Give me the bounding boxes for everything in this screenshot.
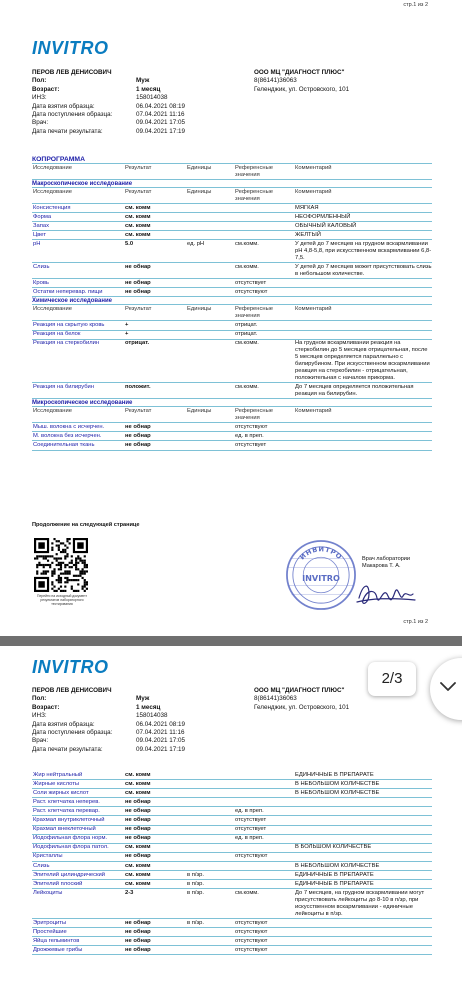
- sample-date-value: 06.04.2021 08:19: [136, 720, 186, 728]
- test-reference: отсутствует: [235, 817, 267, 824]
- test-result: см. комм: [125, 780, 151, 787]
- test-reference: отсутствуют: [235, 423, 268, 430]
- test-result: не обнар: [125, 919, 151, 926]
- test-comment: В БОЛЬШОМ КОЛИЧЕСТВЕ: [295, 844, 372, 851]
- col-header-units: Единицы: [187, 164, 212, 171]
- table-row: [32, 279, 432, 288]
- test-units: [186, 807, 234, 808]
- test-result: не обнар: [125, 946, 151, 953]
- test-name: pH: [33, 240, 41, 247]
- arrival-date-label: Дата поступления образца:: [32, 110, 113, 118]
- test-reference: отсутствуют: [235, 937, 268, 944]
- test-name: Реакция на белок: [33, 331, 81, 338]
- table-row: [32, 862, 432, 871]
- test-reference: ед. в преп.: [235, 807, 264, 814]
- test-comment: ЕДИНИЧНЫЕ В ПРЕПАРАТЕ: [295, 880, 374, 887]
- test-reference: [234, 213, 294, 214]
- sample-date-label: Дата взятия образца:: [32, 720, 95, 728]
- patient-header: [32, 687, 432, 754]
- test-units: в п/зр.: [187, 889, 204, 896]
- test-units: [186, 383, 234, 384]
- test-reference: [234, 780, 294, 781]
- clinic-name: ООО МЦ "ДИАГНОСТ ПЛЮС": [254, 69, 345, 76]
- inz-value: 158014038: [136, 712, 168, 720]
- table-row: [32, 240, 432, 263]
- test-result: не обнар: [125, 928, 151, 935]
- test-name: Жирные кислоты: [33, 780, 80, 787]
- test-comment: У детей до 7 месяцев на грудном вскармливании рН 4,8-5,8, при искусственном вскармливании 6,8-7,5.: [295, 240, 432, 261]
- test-name: Эритроциты: [33, 919, 67, 926]
- col-header-reference: Референсные значения: [235, 407, 273, 421]
- svg-text:ИНВИТРО: [298, 545, 343, 561]
- macro-section-title: Макроскопическое исследование: [32, 180, 432, 188]
- column-header-row: [32, 164, 432, 180]
- test-comment: [294, 441, 432, 442]
- test-units: [186, 204, 234, 205]
- test-name: Крахмал внеклеточный: [33, 826, 96, 833]
- test-units: [186, 844, 234, 845]
- test-comment: До 7 месяцев определяется положительная реакция на билирубин.: [295, 383, 414, 397]
- test-result: не обнар: [125, 798, 151, 805]
- invitro-logo: INVITRO: [32, 657, 109, 677]
- age-label: Возраст:: [32, 703, 60, 711]
- test-name: Раст. клетчатка перевар.: [33, 807, 100, 814]
- test-units: [186, 946, 234, 947]
- test-units: [186, 213, 234, 214]
- table-row: [32, 928, 432, 937]
- clinic-phone: 8(86141)36063: [254, 77, 297, 85]
- table-row: [32, 231, 432, 240]
- test-result: не обнар: [125, 807, 151, 814]
- micro-section-title: Микроскопическое исследование: [32, 399, 432, 407]
- sex-label: Пол:: [32, 695, 47, 703]
- col-header-units: Единицы: [187, 306, 212, 313]
- stamp-center-text: INVITRO: [302, 572, 340, 583]
- sample-date-value: 06.04.2021 08:19: [136, 102, 186, 110]
- test-units: [186, 288, 234, 289]
- test-result: не обнар: [125, 937, 151, 944]
- col-header-units: Единицы: [187, 407, 212, 414]
- test-units: в п/зр.: [187, 919, 204, 926]
- test-units: [186, 835, 234, 836]
- table-row: [32, 321, 432, 330]
- test-result: +: [125, 331, 129, 338]
- table-row: [32, 798, 432, 807]
- test-result: см. комм: [125, 204, 151, 211]
- test-name: Реакция на скрытую кровь: [33, 322, 105, 329]
- table-row: [32, 919, 432, 928]
- test-name: Крахмал внутриклеточный: [33, 817, 105, 824]
- doctor-label: Врач:: [32, 119, 49, 127]
- clinic-address: Геленджик, ул. Островского, 101: [254, 85, 350, 93]
- table-row: [32, 204, 432, 213]
- test-units: [186, 432, 234, 433]
- col-header-result: Результат: [125, 407, 152, 414]
- test-comment: [294, 798, 432, 799]
- col-header-comment: Комментарий: [295, 306, 332, 313]
- chem-section-title: Химическое исследование: [32, 297, 432, 305]
- test-comment: [294, 331, 432, 332]
- table-row: [32, 383, 432, 399]
- page-indicator: 2/3: [368, 662, 416, 696]
- test-reference: [234, 204, 294, 205]
- test-result: не обнар: [125, 826, 151, 833]
- test-units: [186, 340, 234, 341]
- test-name: Реакция на стеркобилин: [33, 340, 100, 347]
- col-header-test: Исследование: [33, 188, 72, 195]
- table-row: [32, 222, 432, 231]
- test-name: Мыш. волокна с исчерчен.: [33, 423, 105, 430]
- test-result: не обнар: [125, 835, 151, 842]
- table-row: [32, 789, 432, 798]
- table-row: [32, 835, 432, 844]
- test-result: 5.0: [125, 240, 134, 247]
- test-units: [186, 928, 234, 929]
- test-result: не обнар: [125, 853, 151, 860]
- table-row: [32, 213, 432, 222]
- test-result: отрицат.: [125, 340, 150, 347]
- test-units: [186, 862, 234, 863]
- test-result: не обнар: [125, 423, 151, 430]
- table-row: [32, 807, 432, 816]
- test-result: не обнар: [125, 442, 151, 449]
- test-units: [186, 853, 234, 854]
- table-row: [32, 816, 432, 825]
- test-name: Простейшие: [33, 928, 67, 935]
- test-units: [186, 279, 234, 280]
- test-units: [186, 780, 234, 781]
- test-name: Дрожжевые грибы: [33, 946, 83, 953]
- table-row: [32, 331, 432, 340]
- table-row: [32, 263, 432, 279]
- signer-block: [362, 556, 410, 570]
- print-date-label: Дата печати результата:: [32, 127, 103, 135]
- table-row: [32, 937, 432, 946]
- doctor-label: Врач:: [32, 737, 49, 745]
- test-name: Запах: [33, 222, 49, 229]
- continue-note: Продолжение на следующей странице: [32, 522, 140, 528]
- test-units: [186, 423, 234, 424]
- print-date-value: 09.04.2021 17:19: [136, 745, 186, 753]
- test-units: [186, 321, 234, 322]
- test-comment: [294, 835, 432, 836]
- signer-name: Макарова Т. А.: [362, 563, 401, 569]
- test-units: [186, 771, 234, 772]
- col-header-comment: Комментарий: [295, 188, 332, 195]
- table-row: [32, 423, 432, 432]
- test-comment: [294, 807, 432, 808]
- test-name: Форма: [33, 213, 52, 220]
- inz-label: ИНЗ:: [32, 712, 47, 720]
- col-header-comment: Комментарий: [295, 407, 332, 414]
- test-units: [186, 231, 234, 232]
- test-name: Соли жирных кислот: [33, 789, 89, 796]
- test-name: Слизь: [33, 862, 50, 869]
- test-result: не обнар: [125, 279, 151, 286]
- table-row: [32, 288, 432, 297]
- table-row: [32, 880, 432, 889]
- table-row: [32, 853, 432, 862]
- table-row: [32, 771, 432, 780]
- table-row: [32, 889, 432, 919]
- print-date-label: Дата печати результата:: [32, 745, 103, 753]
- sex-value: Муж: [136, 77, 150, 85]
- sex-label: Пол:: [32, 77, 47, 85]
- test-reference: см.комм.: [235, 383, 259, 390]
- clinic-name: ООО МЦ "ДИАГНОСТ ПЛЮС": [254, 687, 345, 694]
- test-name: Консистенция: [33, 204, 71, 211]
- test-reference: [234, 862, 294, 863]
- test-comment: В НЕБОЛЬШОМ КОЛИЧЕСТВЕ: [295, 862, 380, 869]
- test-units: в п/зр.: [187, 871, 204, 878]
- test-comment: [294, 288, 432, 289]
- age-label: Возраст:: [32, 85, 60, 93]
- age-value: 1 месяц: [136, 85, 161, 93]
- test-comment: На грудном вскармливании реакция на стеркобилин до 5 месяцев отрицательная, после 5 месяцев определяется параллельно с билирубином. При искусственном вскармливании реакция на стеркобилин - отрицательная, положительная с началом прикорма.: [295, 340, 430, 381]
- test-reference: отсутствует: [235, 442, 267, 449]
- test-result: см. комм: [125, 871, 151, 878]
- test-reference: ед. в преп.: [235, 432, 264, 439]
- chevron-down-icon: [440, 682, 456, 692]
- clinic-phone: 8(86141)36063: [254, 695, 297, 703]
- test-comment: В НЕБОЛЬШОМ КОЛИЧЕСТВЕ: [295, 780, 380, 787]
- table-row: [32, 780, 432, 789]
- test-reference: см.комм.: [235, 240, 259, 247]
- inz-value: 158014038: [136, 94, 168, 102]
- test-units: [186, 798, 234, 799]
- test-result: 2-3: [125, 889, 134, 896]
- doctor-signature: [355, 576, 417, 612]
- test-name: Цвет: [33, 231, 46, 238]
- test-name: Соединительная ткань: [33, 442, 95, 449]
- doctor-date-value: 09.04.2021 17:05: [136, 119, 186, 127]
- test-result: см. комм: [125, 771, 151, 778]
- test-reference: [234, 880, 294, 881]
- results-table-page-1: [32, 155, 432, 451]
- test-result: см. комм: [125, 880, 151, 887]
- table-row: [32, 340, 432, 384]
- test-result: не обнар: [125, 432, 151, 439]
- test-comment: ЕДИНИЧНЫЕ В ПРЕПАРАТЕ: [295, 871, 374, 878]
- test-result: см. комм: [125, 231, 151, 238]
- test-reference: отсутствуют: [235, 853, 268, 860]
- test-comment: [294, 432, 432, 433]
- page-number: стр.1 из 2: [403, 2, 428, 8]
- test-name: Лейкоциты: [33, 889, 63, 896]
- lab-stamp: [284, 538, 358, 612]
- test-reference: отсутствуют: [235, 919, 268, 926]
- arrival-date-value: 07.04.2021 11:16: [136, 110, 185, 118]
- test-reference: см.комм.: [235, 340, 259, 347]
- test-comment: [294, 321, 432, 322]
- sample-date-label: Дата взятия образца:: [32, 102, 95, 110]
- test-reference: [234, 231, 294, 232]
- test-result: см. комм: [125, 222, 151, 229]
- test-result: не обнар: [125, 263, 151, 270]
- qr-caption: Перейти на исходный документ результатов лабораторного тестирования: [37, 594, 87, 607]
- col-header-comment: Комментарий: [295, 164, 332, 171]
- test-units: [186, 789, 234, 790]
- clinic-address: Геленджик, ул. Островского, 101: [254, 703, 350, 711]
- section-title: КОПРОГРАММА: [32, 155, 432, 164]
- table-row: [32, 844, 432, 853]
- test-comment: [294, 937, 432, 938]
- test-reference: ед. в преп.: [235, 835, 264, 842]
- col-header-result: Результат: [125, 306, 152, 313]
- col-header-reference: Референсные значения: [235, 188, 273, 202]
- test-result: см. комм: [125, 789, 151, 796]
- test-comment: В НЕБОЛЬШОМ КОЛИЧЕСТВЕ: [295, 789, 380, 796]
- test-name: Яйца гельминтов: [33, 937, 80, 944]
- sex-value: Муж: [136, 695, 150, 703]
- test-name: Иодофильная флора норм.: [33, 835, 108, 842]
- invitro-logo: INVITRO: [32, 38, 109, 58]
- test-name: Кровь: [33, 279, 49, 286]
- patient-name: ПЕРОВ ЛЕВ ДЕНИСОВИЧ: [32, 687, 112, 694]
- test-reference: отсутствует: [235, 826, 267, 833]
- test-comment: [294, 853, 432, 854]
- test-units: в п/зр.: [187, 880, 204, 887]
- test-reference: отсутствуют: [235, 288, 268, 295]
- arrival-date-label: Дата поступления образца:: [32, 728, 113, 736]
- test-reference: см.комм.: [235, 263, 259, 270]
- test-reference: [234, 771, 294, 772]
- col-header-test: Исследование: [33, 306, 72, 313]
- report-page-2: [0, 646, 462, 1000]
- test-name: Реакция на билирубин: [33, 383, 95, 390]
- col-header-result: Результат: [125, 188, 152, 195]
- test-result: +: [125, 322, 129, 329]
- test-units: [186, 937, 234, 938]
- table-row: [32, 871, 432, 880]
- test-comment: ЖЕЛТЫЙ: [295, 231, 321, 238]
- doctor-date-value: 09.04.2021 17:05: [136, 737, 186, 745]
- test-comment: [294, 423, 432, 424]
- print-date-value: 09.04.2021 17:19: [136, 127, 186, 135]
- arrival-date-value: 07.04.2021 11:16: [136, 728, 185, 736]
- test-comment: У детей до 7 месяцев может присутствовать слизь в небольшом количестве.: [295, 263, 432, 277]
- test-units: [186, 826, 234, 827]
- test-reference: отсутствуют: [235, 928, 268, 935]
- test-units: [186, 331, 234, 332]
- test-reference: [234, 798, 294, 799]
- test-name: Остатки неперевар. пищи: [33, 288, 103, 295]
- inz-label: ИНЗ:: [32, 94, 47, 102]
- col-header-reference: Референсные значения: [235, 306, 273, 319]
- test-comment: До 7 месяцев, на грудном вскармливании могут присутствовать лейкоциты до 8-10 в п/зр, при искусственном вскармливании - единичные лейкоциты в п/зр.: [295, 889, 425, 917]
- test-name: Раст. клетчатка неперев.: [33, 798, 100, 805]
- test-name: Иодофильная флора патол.: [33, 844, 109, 851]
- test-comment: МЯГКАЯ: [295, 204, 319, 211]
- column-header-row: [32, 305, 432, 321]
- test-comment: [294, 279, 432, 280]
- age-value: 1 месяц: [136, 703, 161, 711]
- page-number-bottom: стр.1 из 2: [403, 619, 428, 625]
- test-result: положит.: [125, 383, 151, 390]
- patient-name: ПЕРОВ ЛЕВ ДЕНИСОВИЧ: [32, 69, 112, 76]
- test-name: Жир нейтральный: [33, 771, 83, 778]
- test-units: ед. рН: [187, 240, 205, 247]
- test-reference: [234, 222, 294, 223]
- column-header-row: [32, 188, 432, 204]
- test-reference: [234, 844, 294, 845]
- test-reference: см.комм.: [235, 889, 259, 896]
- stamp-top-text: ИНВИТРО: [298, 545, 344, 562]
- test-reference: [234, 789, 294, 790]
- test-comment: [294, 826, 432, 827]
- signer-role: Врач лаборатории: [362, 556, 411, 562]
- test-result: не обнар: [125, 817, 151, 824]
- test-name: Слизь: [33, 263, 50, 270]
- test-comment: [294, 928, 432, 929]
- test-comment: ОБЫЧНЫЙ КАЛОВЫЙ: [295, 222, 357, 229]
- test-result: см. комм: [125, 862, 151, 869]
- test-result: не обнар: [125, 288, 151, 295]
- test-units: [186, 222, 234, 223]
- test-units: [186, 816, 234, 817]
- col-header-test: Исследование: [33, 407, 72, 414]
- results-table-page-2: [32, 771, 432, 955]
- patient-header: [32, 69, 432, 136]
- test-comment: [294, 919, 432, 920]
- test-result: см. комм: [125, 213, 151, 220]
- test-name: М. волокна без исчерчен.: [33, 432, 102, 439]
- table-row: [32, 826, 432, 835]
- test-comment: [294, 816, 432, 817]
- test-name: Кристаллы: [33, 853, 63, 860]
- test-reference: [234, 871, 294, 872]
- test-reference: отсутствует: [235, 279, 267, 286]
- test-reference: отсутствуют: [235, 946, 268, 953]
- test-reference: отрицат.: [235, 322, 258, 329]
- qr-code[interactable]: [34, 538, 88, 592]
- test-comment: НЕОФОРМЛЕННЫЙ: [295, 213, 351, 220]
- test-name: Эпителий плоский: [33, 880, 83, 887]
- table-row: [32, 432, 432, 441]
- test-reference: отрицат.: [235, 331, 258, 338]
- col-header-result: Результат: [125, 164, 152, 171]
- table-row: [32, 946, 432, 955]
- test-comment: [294, 946, 432, 947]
- col-header-reference: Референсные значения: [235, 164, 273, 178]
- test-units: [186, 263, 234, 264]
- test-result: см. комм: [125, 844, 151, 851]
- test-units: [186, 441, 234, 442]
- table-row: [32, 441, 432, 450]
- test-name: Эпителий цилиндрический: [33, 871, 106, 878]
- column-header-row: [32, 407, 432, 423]
- col-header-test: Исследование: [33, 164, 72, 171]
- test-comment: ЕДИНИЧНЫЕ В ПРЕПАРАТЕ: [295, 771, 374, 778]
- col-header-units: Единицы: [187, 188, 212, 195]
